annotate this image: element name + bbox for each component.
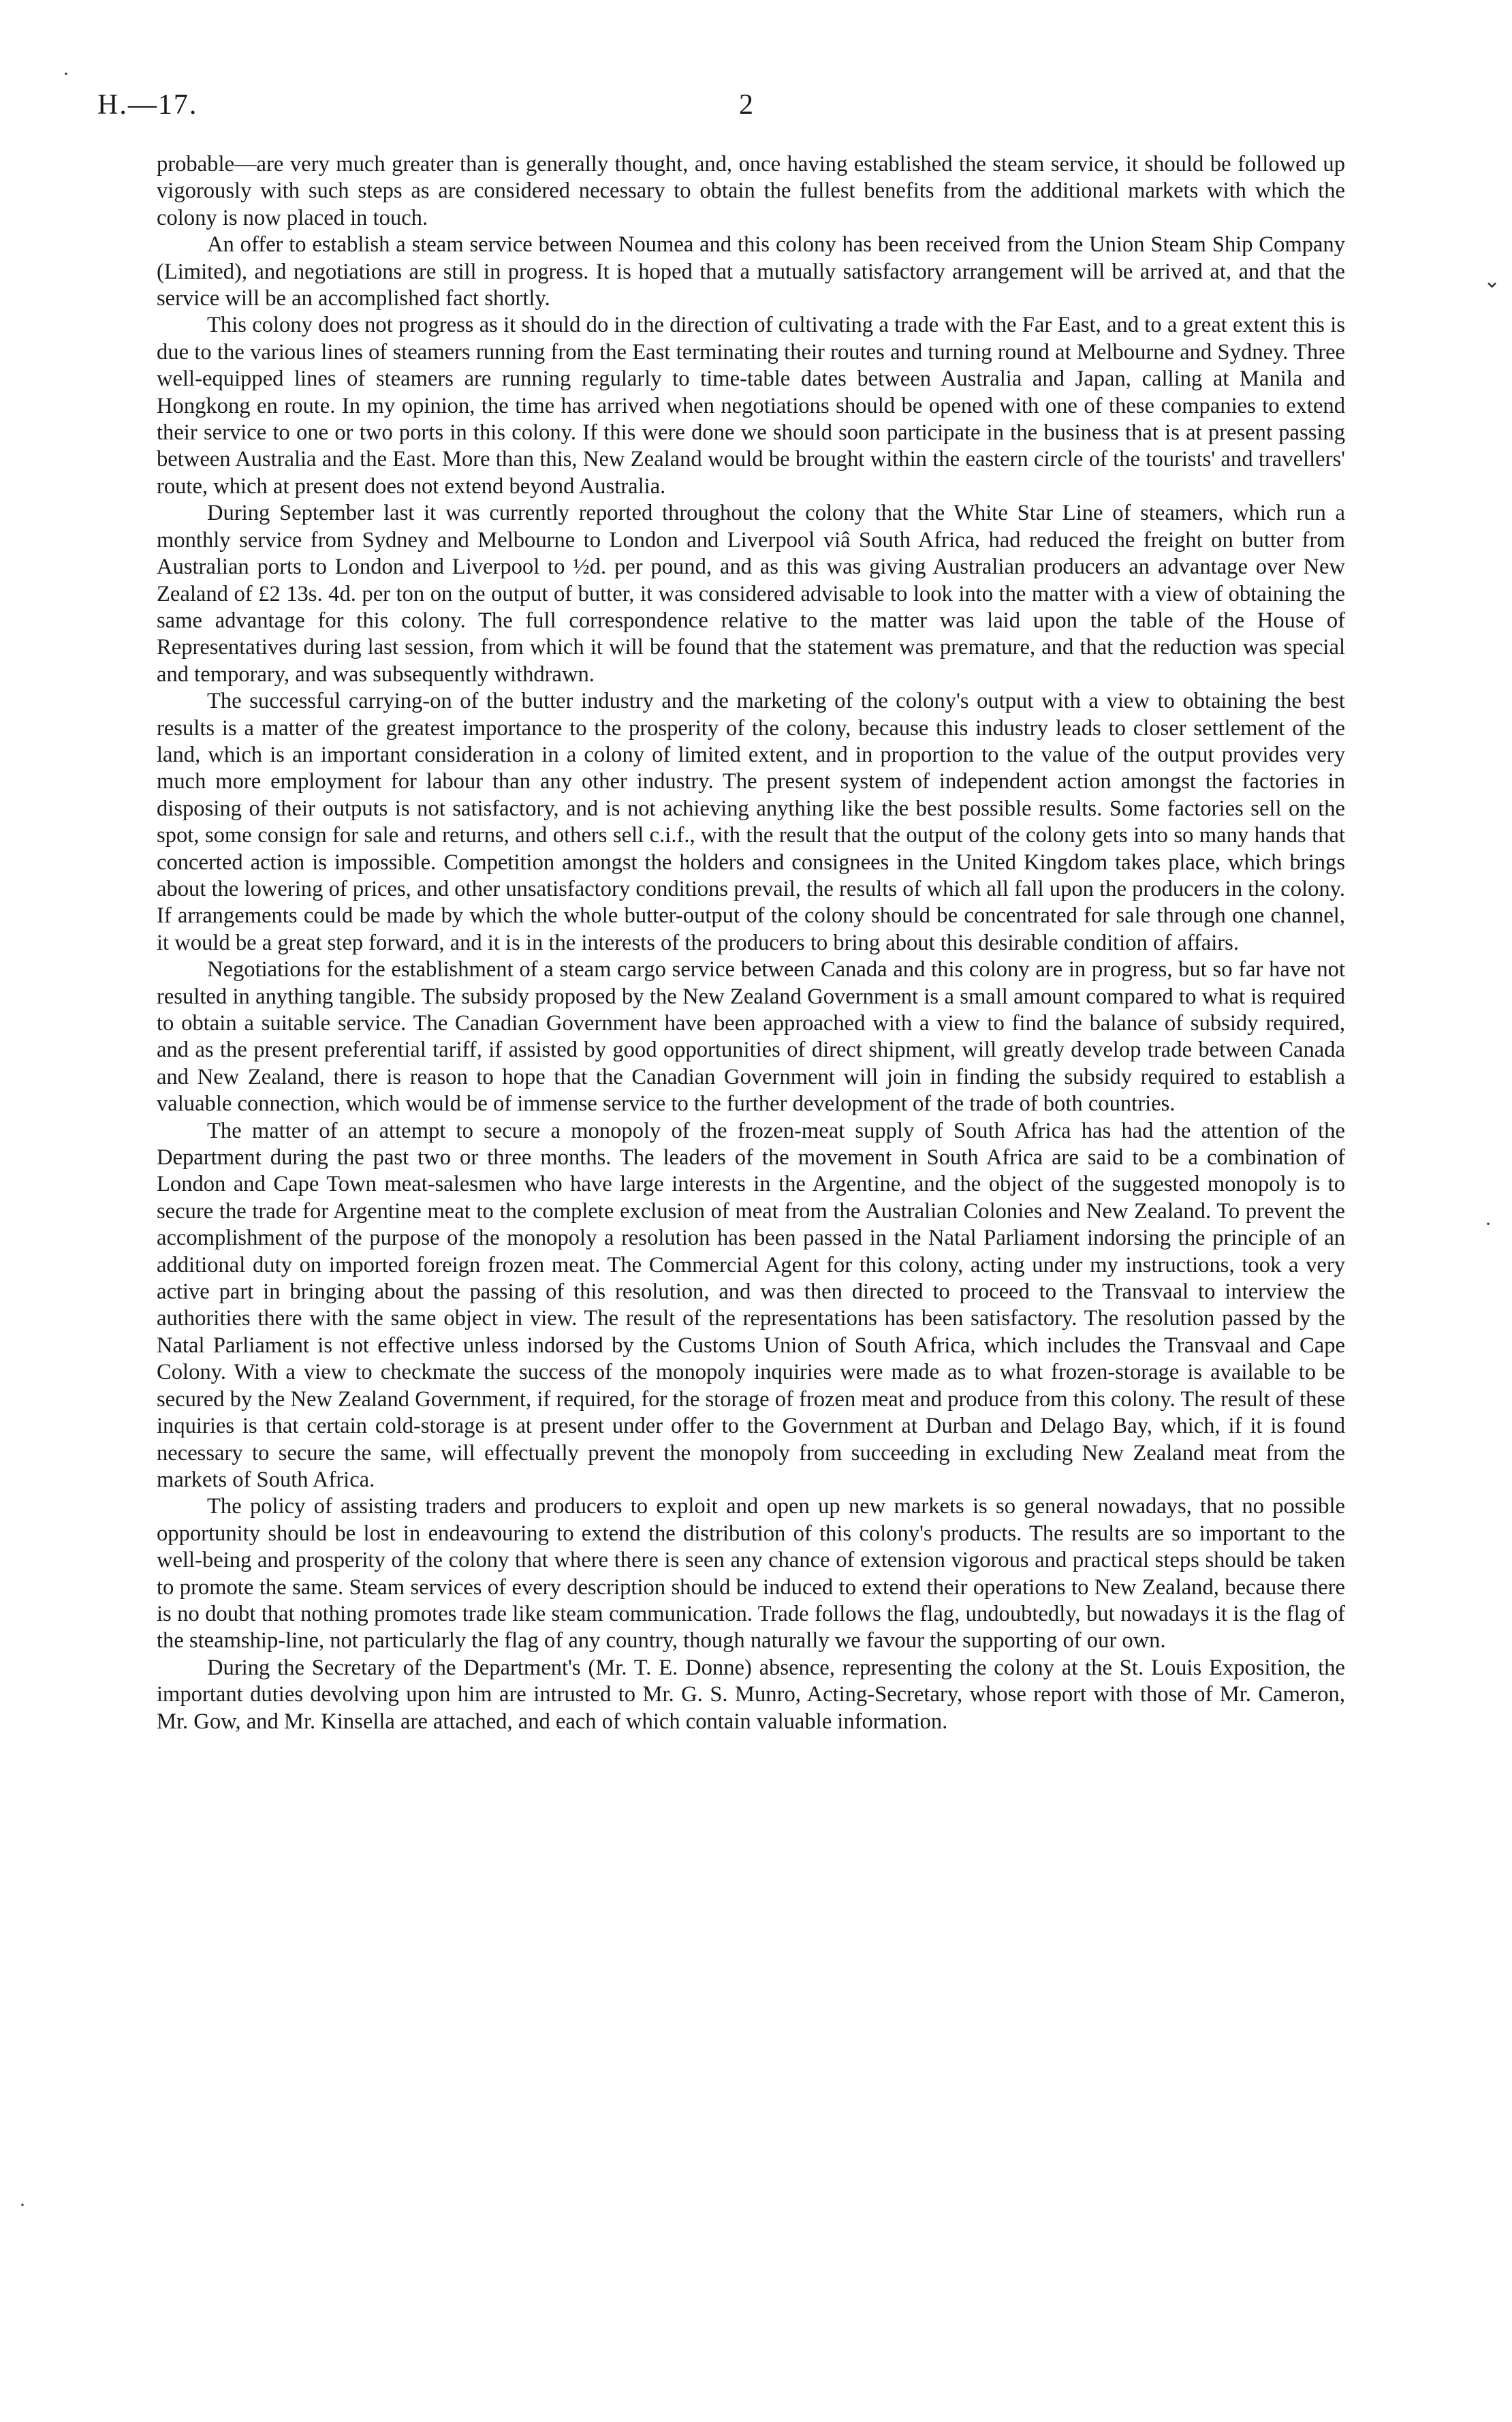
scan-speck-top-left: · [63, 63, 69, 85]
paragraph-white-star-line: During September last it was currently reported throughout the colony that the White Star Line of steamers, which run a monthly service from Sydney and Melbourne to London and Liverpool viâ South Africa, had reduced the freight on butter from Australian ports to London and Liverpool to ½d. per pound, and as this was giving Australian producers an advantage over New Zealand of £2 13s. 4d. per ton on the output of butter, it was considered advisable to look into the matter with a view of obtaining the same advantage for this colony. The full correspondence relative to the matter was laid upon the table of the House of Representatives during last session, from which it will be found that the statement was premature, and that the reduction was special and temporary, and was subsequently withdrawn. [157, 501, 1345, 687]
scan-speck-bottom-left: · [19, 2194, 26, 2216]
paragraph-far-east-trade: This colony does not progress as it should do in the direction of cultivating a trade with the Far East, and to a great extent this is due to the various lines of steamers running from the East terminating their routes and turning round at Melbourne and Sydney. Three well-equipped lines of steamers are running regularly to time-table dates between Australia and Japan, calling at Manila and Hongkong en route. In my opinion, the time has arrived when negotiations should be opened with one of these companies to extend their service to one or two ports in this colony. If this were done we should soon participate in the business that is at present passing between Australia and the East. More than this, New Zealand would be brought within the eastern circle of the tourists' and travellers' route, which at present does not extend beyond Australia. [157, 313, 1345, 499]
scan-arrow-mark: ⌄ [1483, 270, 1501, 292]
paragraph-butter-industry: The successful carrying-on of the butter industry and the marketing of the colony's output with a view to obtaining the best results is a matter of the greatest importance to the prosperity of the colony, because this industry leads to closer settlement of the land, which is an important consideration in a colony of limited extent, and in proportion to the value of the output provides very much more employment for labour than any other industry. The present system of independent action amongst the factories in disposing of their outputs is not satisfactory, and is not achieving anything like the best possible results. Some factories sell on the spot, some consign for sale and returns, and others sell c.i.f., with the result that the output of the colony gets into so many hands that concerted action is impossible. Competition amongst the holders and consignees in the United Kingdom takes place, which brings about the lowering of prices, and other unsatisfactory conditions prevail, the results of which all fall upon the producers in the colony. If arrangements could be made by which the whole butter-output of the colony should be concentrated for sale through one channel, it would be a great step forward, and it is in the interests of the producers to bring about this desirable condition of affairs. [157, 689, 1345, 955]
paragraph-noumea-service: An offer to establish a steam service between Noumea and this colony has been received from the Union Steam Ship Company (Limited), and negotiations are still in progress. It is hoped that a mutually satisfactory arrangement will be arrived at, and that the service will be an accomplished fact shortly. [157, 232, 1345, 311]
document-reference: H.—17. [97, 89, 198, 121]
paragraph-canada-service: Negotiations for the establishment of a steam cargo service between Canada and this colony are in progress, but so far have not resulted in anything tangible. The subsidy proposed by the New Zealand Government is a small amount compared to what is required to obtain a suitable service. The Canadian Government have been approached with a view to find the balance of subsidy required, and as the present preferential tariff, if assisted by good opportunities of direct shipment, will greatly develop trade between Canada and New Zealand, there is reason to hope that the Canadian Government will join in finding the subsidy required to establish a valuable connection, which would be of immense service to the further development of the trade of both countries. [157, 957, 1345, 1117]
paragraph-secretary-absence: During the Secretary of the Department's (Mr. T. E. Donne) absence, representing the colony at the St. Louis Exposition, the important duties devolving upon him are intrusted to Mr. G. S. Munro, Acting-Secretary, whose report with those of Mr. Cameron, Mr. Gow, and Mr. Kinsella are attached, and each of which contain valuable information. [157, 1655, 1345, 1734]
page-number: 2 [739, 89, 753, 121]
paragraph-south-africa-meat: The matter of an attempt to secure a monopoly of the frozen-meat supply of South Africa has had the attention of the Department during the past two or three months. The leaders of the movement in South Africa are said to be a combination of London and Cape Town meat-salesmen who have large interests in the Argentine, and the object of the suggested monopoly is to secure the trade for Argentine meat to the complete exclusion of meat from the Australian Colonies and New Zealand. To prevent the accomplishment of the purpose of the monopoly a resolution has been passed in the Natal Parliament indorsing the principle of an additional duty on imported foreign frozen meat. The Commercial Agent for this colony, acting under my instructions, took a very active part in bringing about the passing of this resolution, and was then directed to proceed to the Transvaal to interview the authorities there with the same object in view. The result of the representations has been satisfactory. The resolution passed by the Natal Parliament is not effective unless indorsed by the Customs Union of South Africa, which includes the Transvaal and Cape Colony. With a view to checkmate the success of the monopoly inquiries were made as to what frozen-storage is available to be secured by the New Zealand Government, if required, for the storage of frozen meat and produce from this colony. The result of these inquiries is that certain cold-storage is at present under offer to the Government at Durban and Delago Bay, which, if it is found necessary to secure the same, will effectually prevent the monopoly from succeeding in excluding New Zealand meat from the markets of South Africa. [157, 1118, 1345, 1492]
paragraph-steam-service-continuation: probable—are very much greater than is generally thought, and, once having established the steam service, it should be followed up vigorously with such steps as are considered necessary to obtain the fullest benefits from the additional markets with which the colony is now placed in touch. [157, 152, 1345, 230]
report-body [157, 151, 1345, 1735]
scan-speck-right: · [1485, 1213, 1492, 1235]
paragraph-new-markets-policy: The policy of assisting traders and producers to exploit and open up new markets is so general nowadays, that no possible opportunity should be lost in endeavouring to extend the distribution of this colony's products. The results are so important to the well-being and prosperity of the colony that where there is seen any chance of extension vigorous and practical steps should be taken to promote the same. Steam services of every description should be induced to extend their operations to New Zealand, because there is no doubt that nothing promotes trade like steam communication. Trade follows the flag, undoubtedly, but nowadays it is the flag of the steamship-line, not particularly the flag of any country, though naturally we favour the supporting of our own. [157, 1494, 1345, 1654]
page-header [97, 89, 1364, 129]
